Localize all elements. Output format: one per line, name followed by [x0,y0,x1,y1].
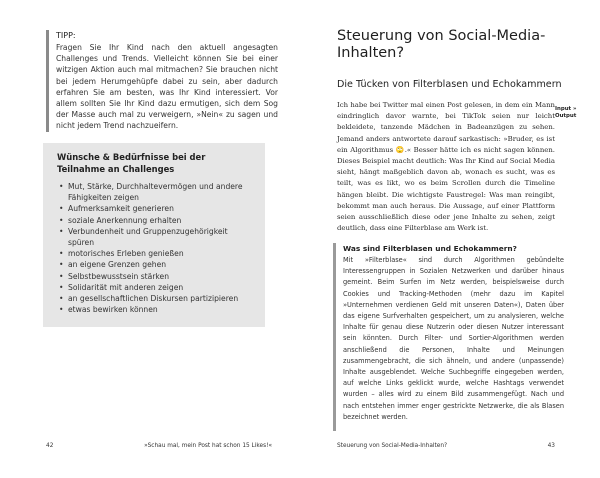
chapter-title: Steuerung von Social-Media-Inhalten? [337,28,546,61]
list-item: • an eigene Grenzen gehen [59,259,255,270]
tip-body: Fragen Sie Ihr Kind nach den aktuell angesagten Challenges und Trends. Vielleicht können Sie bei einer witzigen Aktion auch mal mitmachen? Sie brauchen nicht bei jedem Herumgehüpfe dabei zu sein, aber dadurch erfahren Sie am besten, was Ihr Kind interessiert. Vor allem sollten Sie Ihr Kind dazu ermutigen, sich dem Sog der Masse auch mal zu verweigern, »Nein« zu sagen und nicht jedem Trend nachzueifern. [56,43,278,131]
needs-list [43,181,265,315]
right-page [300,0,600,478]
info-box-text: Mit »Filterblase« sind durch Algorithmen gebündelte Interessengruppen in Sozialen Netzwerken und darüber hinaus gemeint. Beim Surfen im Netz werden, beispielsweise durch Cookies und Tracking-Methoden (mehr dazu im Kapitel »Unternehmen verdienen Geld mit unseren Daten«), Daten über das eigene Surfverhalten gespeichert, um zu analysieren, welche Inhalte für genau diese Nutzerin oder diesen Nutzer interessant sein könnten. Durch Filter- und Sortier-Algorithmen werden anschließend die Personen, Inhalte und Meinungen zusammengebracht, die sich ähneln, und andere (unpassende) Inhalte ausgeblendet. Welche Suchbegriffe eingegeben werden, auf welche Links geklickt wurde, welche Hashtags verwendet wurden – alles wird zu einem Bild zusammengefügt. Nach und nach entstehen immer enger gestrickte Netzwerke, die als Blasen bezeichnet werden. [343,256,564,421]
page-number: 42 [46,443,54,449]
page-number: 43 [547,443,555,449]
list-item: • Verbundenheit und Gruppenzugehörigkeit spüren [59,226,255,248]
list-item: • Mut, Stärke, Durchhaltevermögen und andere Fähigkeiten zeigen [59,181,255,203]
body-paragraph: Ich habe bei Twitter mal einen Post gelesen, in dem ein Mann eindringlich davor warnte, bei TikTok seien nur leicht bekleidete, tanzende Mädchen in Badeanzügen zu sehen. Jemand anders antwortete darauf sarkastisch: »Bruder, es ist ein Algorithmus 🙄.« Besser hätte ich es nicht sagen können. Dieses Beispiel macht deutlich: Was Ihr Kind auf Social Media sieht, hängt maßgeblich davon ab, wonach es sucht, was es teilt, was es likt, wo es beim Scrollen durch die Timeline hängen bleibt. Die wichtigste Faustregel: Was man reingibt, bekommt man auch heraus. Die Aussage, auf einer Plattform seien ausschließlich diese oder jene Inhalte zu sehen, zeigt deutlich, dass eine Filterblase am Werk ist. [337,101,555,233]
tip-box [46,30,278,132]
list-item: • an gesellschaftlichen Diskursen partizipieren [59,293,255,304]
tip-title: TIPP: [56,31,76,40]
body-text [337,100,555,234]
list-item: • soziale Anerkennung erhalten [59,215,255,226]
list-item: • Aufmerksamkeit generieren [59,203,255,214]
info-box-title: Was sind Filterblasen und Echokammern? [343,244,517,253]
list-item: • Solidarität mit anderen zeigen [59,282,255,293]
running-head: »Schau mal, mein Post hat schon 15 Likes!« [144,443,272,449]
needs-title: Wünsche & Bedürfnisse bei der Teilnahme an Challenges [57,152,206,174]
margin-note: Input » Output [555,106,577,119]
needs-box [43,143,265,327]
info-box [333,243,564,431]
list-item: • etwas bewirken können [59,304,255,315]
list-item: • motorisches Erleben genießen [59,248,255,259]
running-head: Steuerung von Social-Media-Inhalten? [337,443,448,449]
section-title: Die Tücken von Filterblasen und Echokammern [337,79,562,90]
list-item: • Selbstbewusstsein stärken [59,271,255,282]
